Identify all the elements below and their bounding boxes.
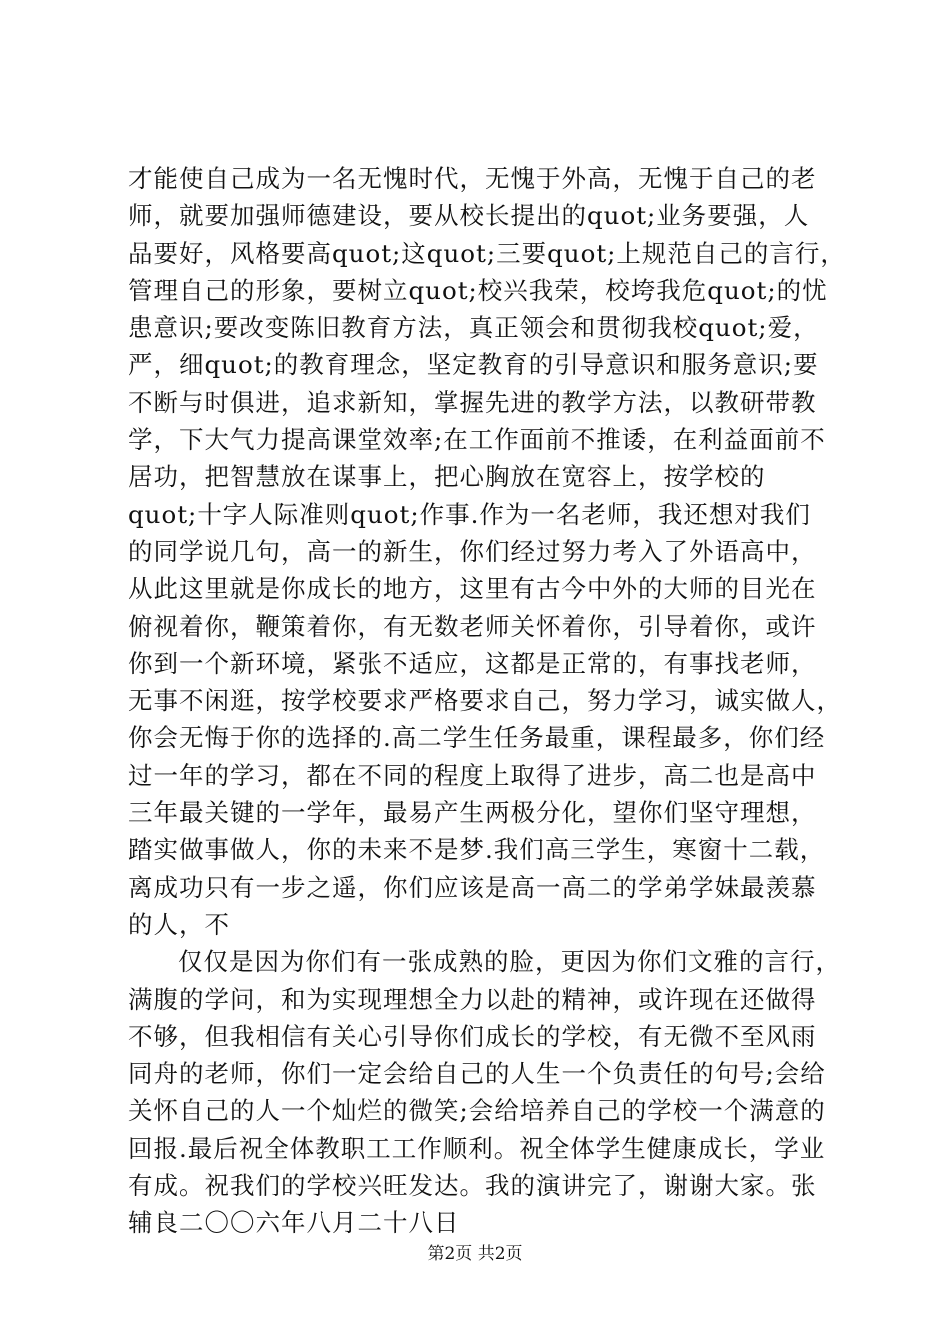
- text-line: 离成功只有一步之遥，你们应该是高一高二的学弟学妹最羡慕: [128, 872, 817, 902]
- text-line: 俯视着你，鞭策着你，有无数老师关怀着你，引导着你，或许: [128, 611, 817, 641]
- text-line: 过一年的学习，都在不同的程度上取得了进步，高二也是高中: [128, 760, 817, 790]
- text-line: 回报.最后祝全体教职工工作顺利。祝全体学生健康成长，学业: [128, 1133, 826, 1163]
- text-line: 的同学说几句，高一的新生，你们经过努力考入了外语高中，: [128, 536, 817, 566]
- text-line: 三年最关键的一学年，最易产生两极分化，望你们坚守理想，: [128, 798, 817, 828]
- text-line: 你会无悔于你的选择的.高二学生任务最重，课程最多，你们经: [128, 723, 826, 753]
- text-line: 管理自己的形象，要树立quot;校兴我荣，校垮我危quot;的忧: [128, 275, 828, 305]
- text-line: 居功，把智慧放在谋事上，把心胸放在宽容上，按学校的: [128, 462, 766, 492]
- text-line: 关怀自己的人一个灿烂的微笑;会给培养自己的学校一个满意的: [128, 1096, 826, 1126]
- text-line: 从此这里就是你成长的地方，这里有古今中外的大师的目光在: [128, 574, 817, 604]
- text-line: 满腹的学问，和为实现理想全力以赴的精神，或许现在还做得: [128, 984, 817, 1014]
- text-line: 严，细quot;的教育理念，坚定教育的引导意识和服务意识;要: [128, 350, 819, 380]
- paragraph-first-line: 仅仅是因为你们有一张成熟的脸，更因为你们文雅的言行，: [178, 947, 841, 977]
- text-line: 的人，不: [128, 909, 230, 939]
- text-line: 你到一个新环境，紧张不适应，这都是正常的，有事找老师，: [128, 648, 817, 678]
- text-line: 无事不闲逛，按学校要求严格要求自己，努力学习，诚实做人，: [128, 686, 842, 716]
- text-line: 学，下大气力提高课堂效率;在工作面前不推诿，在利益面前不: [128, 425, 826, 455]
- page-footer: 第2页 共2页: [427, 1244, 523, 1264]
- text-line: quot;十字人际准则quot;作事.作为一名老师，我还想对我们: [128, 499, 811, 529]
- text-line: 同舟的老师，你们一定会给自己的人生一个负责任的句号;会给: [128, 1059, 826, 1089]
- body-text: [128, 160, 846, 1242]
- text-line: 师，就要加强师德建设，要从校长提出的quot;业务要强，人: [128, 201, 810, 231]
- text-line: 辅良二〇〇六年八月二十八日: [128, 1208, 460, 1238]
- text-line: 踏实做事做人，你的未来不是梦.我们高三学生，寒窗十二载，: [128, 835, 826, 865]
- text-line: 不断与时俱进，追求新知，掌握先进的教学方法，以教研带教: [128, 387, 817, 417]
- text-line: 才能使自己成为一名无愧时代，无愧于外高，无愧于自己的老: [128, 164, 817, 193]
- text-line: 品要好，风格要高quot;这quot;三要quot;上规范自己的言行，: [128, 238, 846, 268]
- text-line: 有成。祝我们的学校兴旺发达。我的演讲完了，谢谢大家。张: [128, 1171, 817, 1201]
- text-line: 不够，但我相信有关心引导你们成长的学校，有无微不至风雨: [128, 1021, 817, 1051]
- text-line: 患意识;要改变陈旧教育方法，真正领会和贯彻我校quot;爱，: [128, 313, 819, 343]
